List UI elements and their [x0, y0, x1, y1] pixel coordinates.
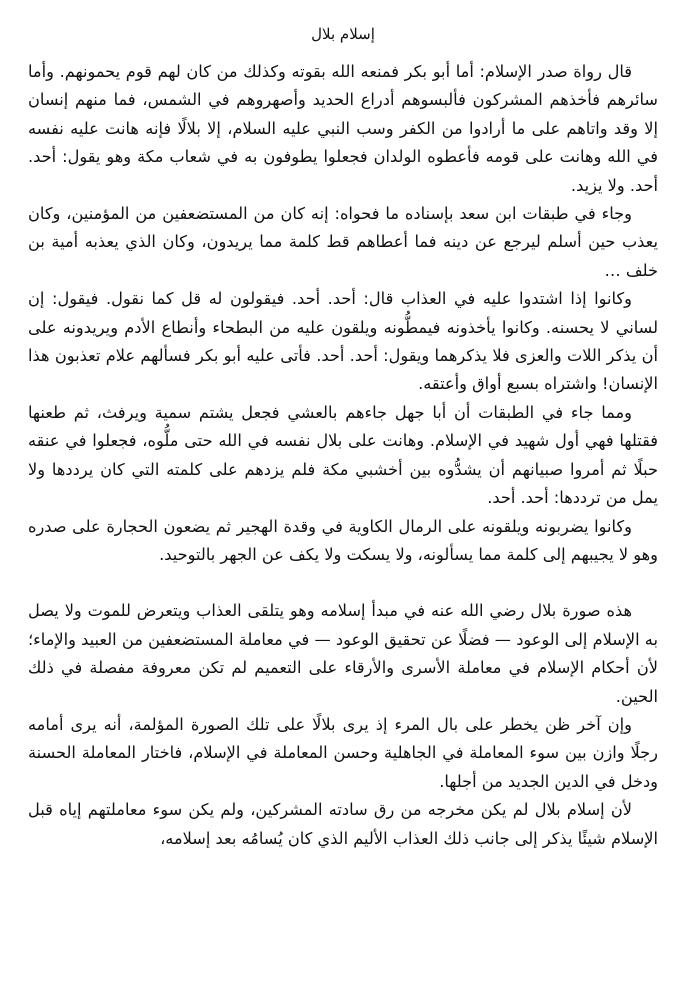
paragraph: وكانوا يضربونه ويلقونه على الرمال الكاوية في وقدة الهجير ثم يضعون الحجارة على صدره وهو لا يجيبهم إلى كلمة مما يسألونه، ولا يسكت ولا يكف عن الجهر بالتوحيد.	[28, 516, 658, 564]
book-page	[28, 0, 658, 1000]
paragraph: هذه صورة بلال رضي الله عنه في مبدأ إسلامه وهو يتلقى العذاب ويتعرض للموت ولا يصل به الإسلام إلى الوعود — فضلًا عن تحقيق الوعود — في معاملة المستضعفين من العبيد والإماء؛ لأن أحكام الإسلام في معاملة الأسرى والأرقاء على التعميم لم تكن معروفة مفصلة في ذلك الحين.	[28, 601, 658, 706]
paragraph: لأن إسلام بلال لم يكن مخرجه من رق سادته المشركين، ولم يكن سوء معاملتهم إياه قبل الإسلام شيئًا يذكر إلى جانب ذلك العذاب الأليم الذي كان يُسامُه بعد إسلامه،	[28, 800, 658, 848]
paragraph: قال رواة صدر الإسلام: أما أبو بكر فمنعه الله بقوته وكذلك من كان لهم قوم يحمونهم. وأما سائرهم فأخذهم المشركون فألبسوهم أدراع الحديد وأصهروهم في الشمس، فما منهم إنسان إلا وقد واتاهم على ما أرادوا من الكفر وسب النبي عليه السلام، إلا بلالًا فإنه هانت عليه نفسه في الله وهانت على قومه فأعطوه الولدان فجعلوا يطوفون به في شعاب مكة وهو يقول: أحد. أحد. ولا يزيد.	[28, 62, 658, 195]
paragraph: ومما جاء في الطبقات أن أبا جهل جاءهم بالعشي فجعل يشتم سمية ويرفث، ثم طعنها فقتلها فهي أول شهيد في الإسلام. وهانت على بلال نفسه في الله حتى ملُّوه، فجعلوا في عنقه حبلًا ثم أمروا صبيانهم أن يشدُّوه بين أخشبي مكة فلم يزدهم على كلمته التي كان يرددها ولا يمل من ترددها: أحد. أحد.	[28, 402, 658, 508]
body-text	[28, 58, 658, 853]
paragraph: وإن آخر ظن يخطر على بال المرء إذ يرى بلالًا على تلك الصورة المؤلمة، أنه يرى أمامه رجلًا وازن بين سوء المعاملة في الجاهلية وحسن المعاملة في الإسلام، فاختار المعاملة الحسنة ودخل في الدين الجديد من أجلها.	[28, 714, 658, 791]
paragraph: وكانوا إذا اشتدوا عليه في العذاب قال: أحد. أحد. فيقولون له قل كما نقول. فيقول: إن لساني لا يحسنه. وكانوا يأخذونه فيمطُّونه ويلقون عليه من البطحاء وأنطاع الأدم ويريدونه على أن يذكر اللات والعزى فلا يذكرهما ويقول: أحد. أحد. فأتى عليه أبو بكر فسألهم علام تعذبون هذا الإنسان! واشتراه بسبع أواق وأعتقه.	[28, 289, 658, 394]
section-break	[28, 569, 658, 597]
running-header: إسلام بلال	[311, 25, 375, 43]
paragraph: وجاء في طبقات ابن سعد بإسناده ما فحواه: إنه كان من المستضعفين من المؤمنين، وكان يعذب حين أسلم ليرجع عن دينه فما أعطاهم قط كلمة مما يريدون، وكان الذي يعذبه أمية بن خلف …	[28, 204, 658, 280]
